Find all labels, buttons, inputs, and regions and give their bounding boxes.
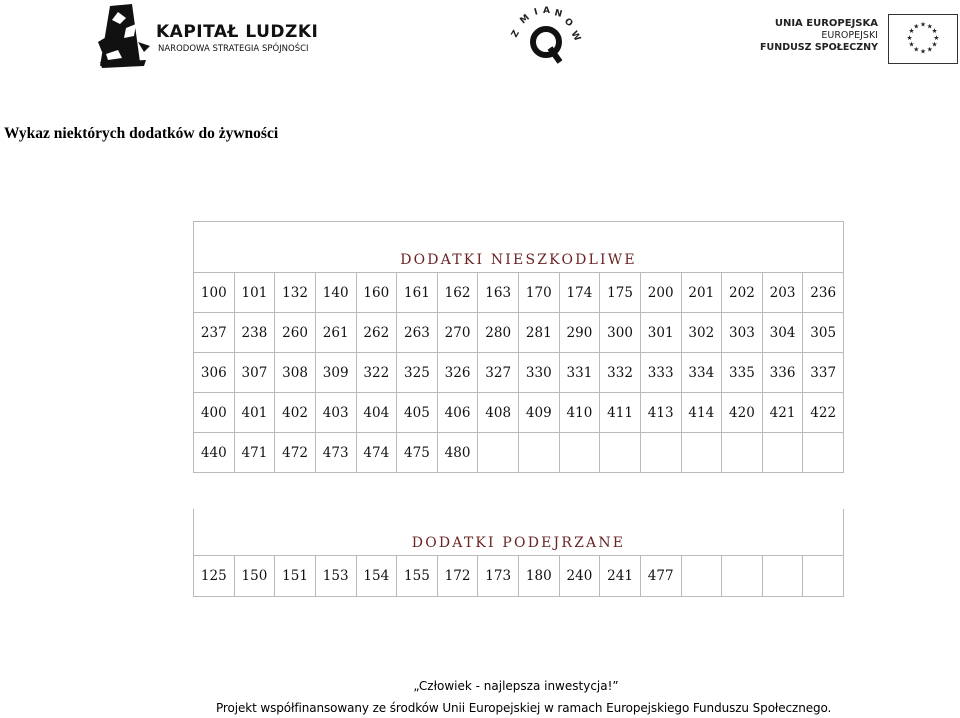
- table-cell: [803, 433, 844, 473]
- table-cell: 302: [681, 313, 722, 353]
- table-cell: 327: [478, 353, 519, 393]
- page-title: Wykaz niektórych dodatków do żywności: [4, 125, 279, 142]
- table-cell: 132: [275, 273, 316, 313]
- table-cell: 307: [234, 353, 275, 393]
- svg-text:★: ★: [913, 22, 920, 31]
- table-cell: 172: [437, 556, 478, 597]
- table-cell: [600, 433, 641, 473]
- table-cell: 163: [478, 273, 519, 313]
- table-row: [194, 556, 844, 597]
- table-cell: [722, 433, 763, 473]
- table-cell: [762, 556, 803, 597]
- svg-text:A: A: [543, 6, 550, 16]
- table-cell: 325: [397, 353, 438, 393]
- svg-text:★: ★: [906, 33, 913, 42]
- eu-line-union: UNIA EUROPEJSKA: [774, 18, 878, 29]
- suspect-additives-table: [193, 509, 844, 597]
- table-cell: 471: [234, 433, 275, 473]
- harmless-additives-heading: DODATKI NIESZKODLIWE: [194, 222, 844, 273]
- table-cell: 404: [356, 393, 397, 433]
- table-cell: 309: [315, 353, 356, 393]
- table-cell: [681, 433, 722, 473]
- table-row: [194, 353, 844, 393]
- zmianowq-logo-icon: [508, 6, 584, 66]
- table-cell: 261: [315, 313, 356, 353]
- table-cell: [762, 433, 803, 473]
- table-cell: 406: [437, 393, 478, 433]
- table-cell: 480: [437, 433, 478, 473]
- table-cell: 330: [519, 353, 560, 393]
- table-cell: 308: [275, 353, 316, 393]
- svg-text:★: ★: [933, 33, 940, 42]
- kapital-ludzki-subtitle: NARODOWA STRATEGIA SPÓJNOŚCI: [158, 44, 309, 54]
- table-cell: 475: [397, 433, 438, 473]
- table-cell: 150: [234, 556, 275, 597]
- table-cell: 322: [356, 353, 397, 393]
- table-cell: 263: [397, 313, 438, 353]
- table-cell: 420: [722, 393, 763, 433]
- table-cell: 414: [681, 393, 722, 433]
- table-cell: 154: [356, 556, 397, 597]
- table-cell: 151: [275, 556, 316, 597]
- table-cell: 162: [437, 273, 478, 313]
- table-cell: 403: [315, 393, 356, 433]
- table-cell: 262: [356, 313, 397, 353]
- table-cell: 100: [194, 273, 235, 313]
- table-cell: 160: [356, 273, 397, 313]
- svg-text:N: N: [553, 8, 564, 20]
- table-cell: 413: [640, 393, 681, 433]
- table-cell: 402: [275, 393, 316, 433]
- table-cell: 332: [600, 353, 641, 393]
- svg-text:★: ★: [913, 45, 920, 54]
- table-cell: 260: [275, 313, 316, 353]
- eu-line-european: EUROPEJSKI: [821, 30, 878, 41]
- table-cell: 301: [640, 313, 681, 353]
- table-cell: 333: [640, 353, 681, 393]
- table-cell: 241: [600, 556, 641, 597]
- svg-text:W: W: [568, 29, 583, 44]
- table-cell: 203: [762, 273, 803, 313]
- table-row: [194, 313, 844, 353]
- table-cell: 170: [519, 273, 560, 313]
- table-cell: 155: [397, 556, 438, 597]
- eu-logo: [760, 12, 960, 68]
- table-cell: 290: [559, 313, 600, 353]
- table-cell: 335: [722, 353, 763, 393]
- table-cell: 153: [315, 556, 356, 597]
- eu-line-social-fund: FUNDUSZ SPOŁECZNY: [760, 42, 878, 53]
- table-cell: 305: [803, 313, 844, 353]
- harmless-additives-table: [193, 221, 844, 473]
- table-cell: 408: [478, 393, 519, 433]
- table-cell: 202: [722, 273, 763, 313]
- table-cell: 173: [478, 556, 519, 597]
- table-cell: 411: [600, 393, 641, 433]
- table-cell: [640, 433, 681, 473]
- table-cell: 174: [559, 273, 600, 313]
- table-cell: 303: [722, 313, 763, 353]
- table-cell: 175: [600, 273, 641, 313]
- table-cell: 140: [315, 273, 356, 313]
- table-cell: 474: [356, 433, 397, 473]
- svg-text:I: I: [533, 7, 540, 18]
- table-row: [194, 433, 844, 473]
- table-cell: 409: [519, 393, 560, 433]
- table-cell: 200: [640, 273, 681, 313]
- table-cell: 336: [762, 353, 803, 393]
- table-cell: 125: [194, 556, 235, 597]
- svg-text:M: M: [518, 12, 532, 27]
- svg-text:Z: Z: [509, 28, 522, 40]
- table-cell: 440: [194, 433, 235, 473]
- svg-text:★: ★: [919, 20, 927, 29]
- table-cell: 304: [762, 313, 803, 353]
- table-cell: [478, 433, 519, 473]
- suspect-additives-heading: DODATKI PODEJRZANE: [194, 509, 844, 556]
- table-row: [194, 273, 844, 313]
- kapital-ludzki-emblem-icon: [96, 2, 154, 68]
- table-cell: [559, 433, 600, 473]
- table-cell: 334: [681, 353, 722, 393]
- svg-text:★: ★: [919, 47, 927, 56]
- kapital-ludzki-logo: [96, 2, 319, 68]
- svg-text:★: ★: [931, 40, 938, 49]
- table-cell: 236: [803, 273, 844, 313]
- svg-text:★: ★: [908, 40, 915, 49]
- eu-logo-text: [760, 18, 878, 54]
- svg-text:★: ★: [931, 27, 938, 36]
- table-cell: 306: [194, 353, 235, 393]
- svg-text:O: O: [562, 16, 575, 30]
- table-cell: 281: [519, 313, 560, 353]
- table-cell: 401: [234, 393, 275, 433]
- table-cell: 472: [275, 433, 316, 473]
- table-cell: [681, 556, 722, 597]
- svg-text:★: ★: [926, 45, 933, 54]
- table-cell: [803, 556, 844, 597]
- zmianowq-logo: [508, 6, 584, 66]
- table-cell: 280: [478, 313, 519, 353]
- table-cell: [519, 433, 560, 473]
- table-cell: 477: [640, 556, 681, 597]
- table-cell: 161: [397, 273, 438, 313]
- kapital-ludzki-title: KAPITAŁ LUDZKI: [156, 22, 319, 42]
- table-cell: 180: [519, 556, 560, 597]
- table-row: [194, 393, 844, 433]
- svg-text:★: ★: [926, 22, 933, 31]
- eu-flag-icon: [888, 14, 958, 64]
- table-cell: 331: [559, 353, 600, 393]
- table-cell: 421: [762, 393, 803, 433]
- table-cell: 240: [559, 556, 600, 597]
- table-cell: 201: [681, 273, 722, 313]
- footer-slogan: „Człowiek - najlepsza inwestycja!”: [413, 679, 619, 693]
- table-cell: 270: [437, 313, 478, 353]
- svg-text:★: ★: [908, 27, 915, 36]
- table-cell: 337: [803, 353, 844, 393]
- table-cell: 422: [803, 393, 844, 433]
- table-cell: 405: [397, 393, 438, 433]
- table-cell: 237: [194, 313, 235, 353]
- table-cell: [722, 556, 763, 597]
- table-cell: 400: [194, 393, 235, 433]
- table-cell: 410: [559, 393, 600, 433]
- table-cell: 326: [437, 353, 478, 393]
- footer-cofinancing-note: Projekt współfinansowany ze środków Unii Europejskiej w ramach Europejskiego Funduszu Społecznego.: [216, 701, 832, 715]
- table-cell: 473: [315, 433, 356, 473]
- table-cell: 238: [234, 313, 275, 353]
- table-cell: 300: [600, 313, 641, 353]
- table-cell: 101: [234, 273, 275, 313]
